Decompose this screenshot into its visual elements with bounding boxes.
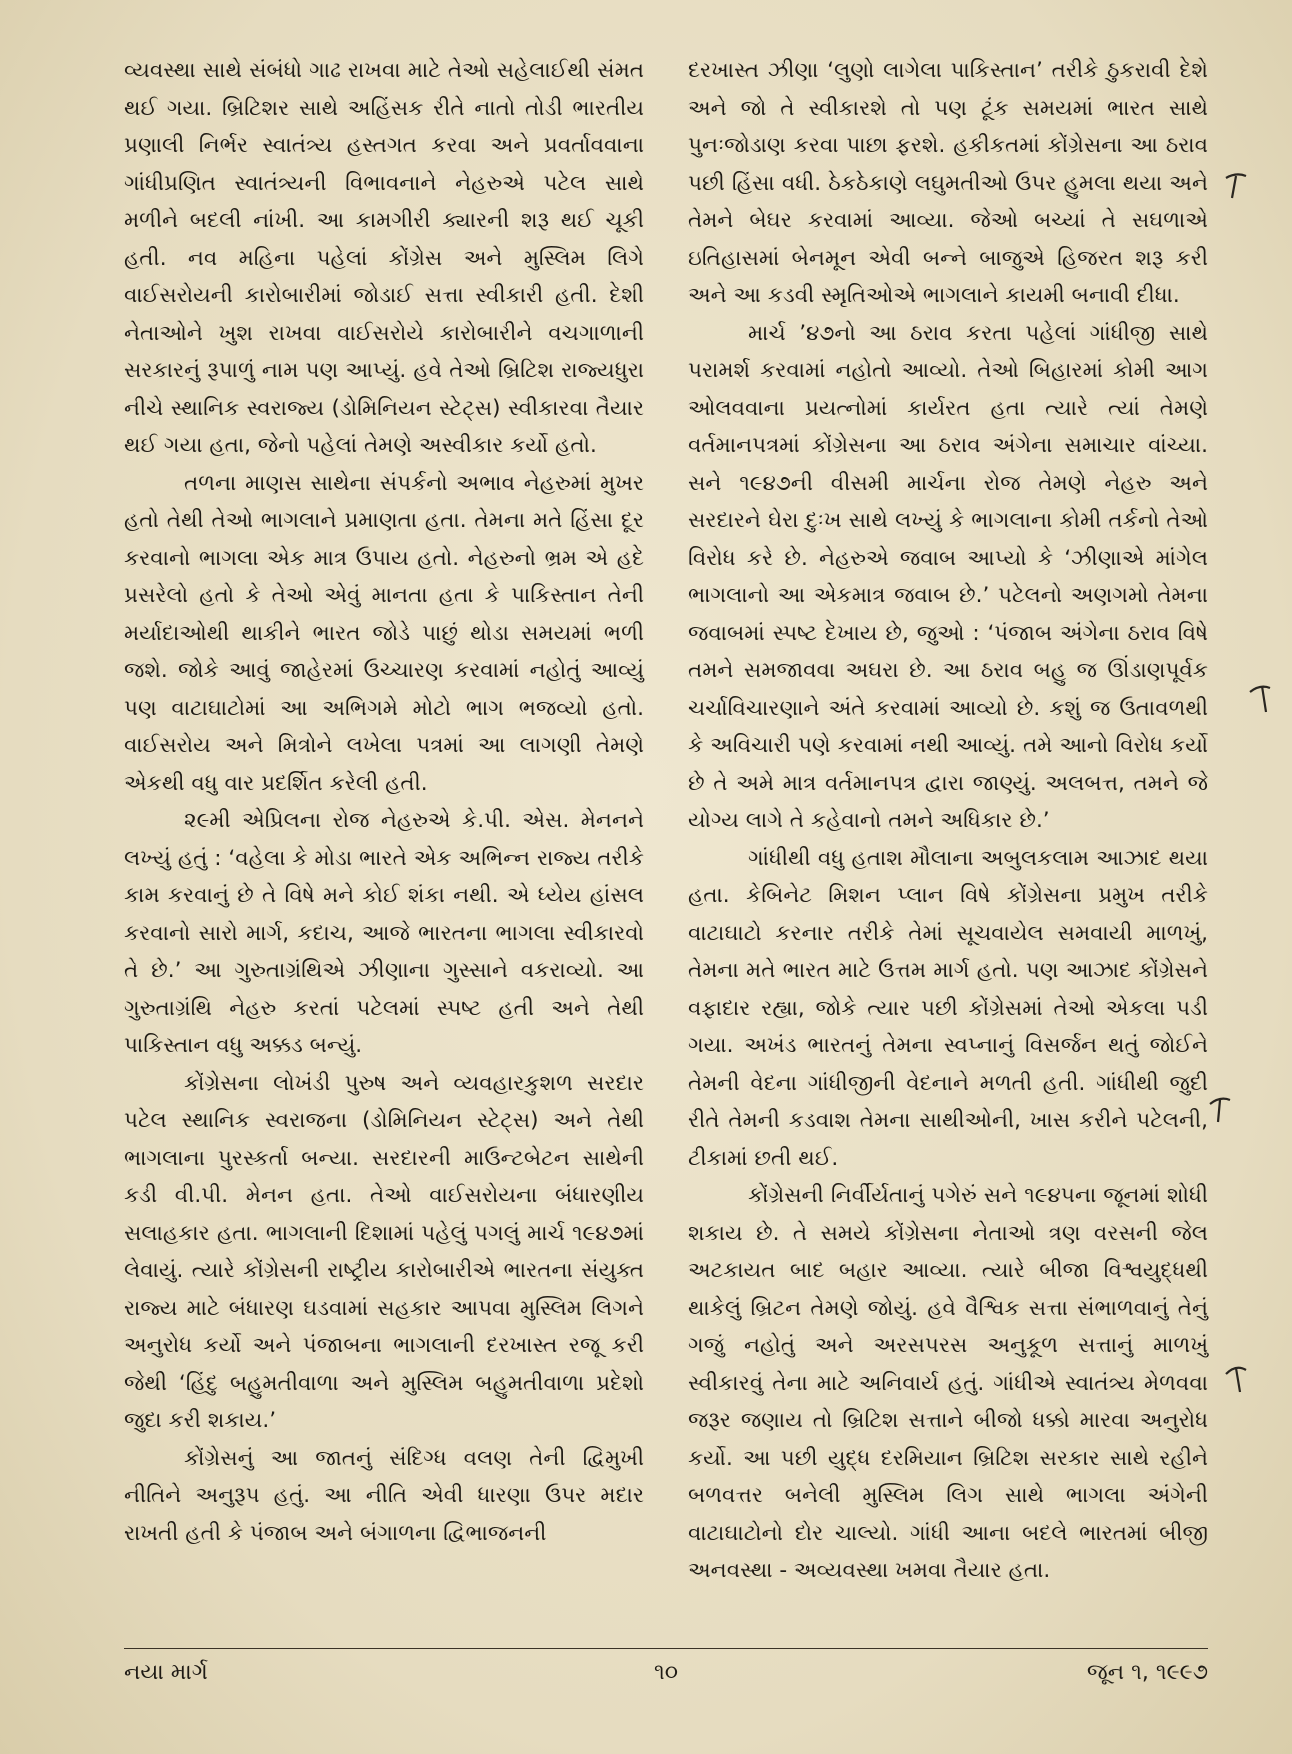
right-column — [688, 52, 1208, 1590]
margin-mark-icon — [1222, 168, 1252, 204]
page-number: ૧૦ — [653, 1660, 679, 1685]
issue-date: જૂન ૧, ૧૯૯૭ — [1086, 1660, 1208, 1685]
margin-mark-icon — [1206, 1092, 1236, 1128]
page-footer — [124, 1660, 1208, 1694]
magazine-name: નયા માર્ગ — [124, 1660, 208, 1685]
margin-mark-icon — [1222, 1360, 1252, 1396]
paragraph: માર્ચ ’૪૭નો આ ઠરાવ કરતા પહેલાં ગાંધીજી સાથે પરામર્શ કરવામાં નહોતો આવ્યો. તેઓ બિહારમાં કોમી આગ ઓલવવાના પ્રયત્નોમાં કાર્યરત હતા ત્યારે ત્યાં તેમણે વર્તમાનપત્રમાં કોંગ્રેસના આ ઠરાવ અંગેના સમાચાર વાંચ્યા. સને ૧૯૪૭ની વીસમી માર્ચના રોજ તેમણે નેહરુ અને સરદારને ઘેરા દુઃખ સાથે લખ્યું કે ભાગલાના કોમી તર્કનો તેઓ વિરોધ કરે છે. નેહરુએ જવાબ આપ્યો કે ‘ઝીણાએ માંગેલ ભાગલાનો આ એકમાત્ર જવાબ છે.’ પટેલનો અણગમો તેમના જવાબમાં સ્પષ્ટ દેખાય છે, જુઓ : ‘પંજાબ અંગેના ઠરાવ વિષે તમને સમજાવવા અઘરા છે. આ ઠરાવ બહુ જ ઊંડાણપૂર્વક ચર્ચાવિચારણાને અંતે કરવામાં આવ્યો છે. કશું જ ઉતાવળથી કે અવિચારી પણે કરવામાં નથી આવ્યું. તમે આનો વિરોધ કર્યો છે તે અમે માત્ર વર્તમાનપત્ર દ્વારા જાણ્યું. અલબત્ત, તમને જે યોગ્ય લાગે તે કહેવાનો તમને અધિકાર છે.’ — [688, 320, 1208, 833]
paragraph: કોંગ્રેસની નિર્વીર્યતાનું પગેરું સને ૧૯૪૫ના જૂનમાં શોધી શકાય છે. તે સમયે કોંગ્રેસના નેતાઓ ત્રણ વરસની જેલ અટકાયત બાદ બહાર આવ્યા. ત્યારે બીજા વિશ્વયુદ્ધથી થાકેલું બ્રિટન તેમણે જોયું. હવે વૈશ્વિક સત્તા સંભાળવાનું તેનું ગજું નહોતું અને અરસપરસ અનુકૂળ સત્તાનું માળખું સ્વીકારવું તેના માટે અનિવાર્ય હતું. ગાંધીએ સ્વાતંત્ર્ય મેળવવા જરૂર જણાય તો બ્રિટિશ સત્તાને બીજો ધક્કો મારવા અનુરોધ કર્યો. આ પછી યુદ્ધ દરમિયાન બ્રિટિશ સરકાર સાથે રહીને બળવત્તર બનેલી મુસ્લિમ લિગ સાથે ભાગલા અંગેની વાટાઘાટોનો દોર ચાલ્યો. ગાંધી આના બદલે ભારતમાં બીજી અનવસ્થા - અવ્યવસ્થા ખમવા તૈયાર હતા. — [688, 1183, 1208, 1583]
paragraph: કોંગ્રેસનું આ જાતનું સંદિગ્ધ વલણ તેની દ્વિમુખી નીતિને અનુરૂપ હતું. આ નીતિ એવી ધારણા ઉપર મદાર રાખતી હતી કે પંજાબ અને બંગાળના દ્વિભાજનની — [124, 1445, 644, 1546]
footer-rule — [124, 1648, 1208, 1649]
left-column — [124, 52, 644, 1552]
paragraph: ૨૯મી એપ્રિલના રોજ નેહરુએ કે.પી. એસ. મેનનને લખ્યું હતું : ‘વહેલા કે મોડા ભારતે એક અભિન્ન રાજ્ય તરીકે કામ કરવાનું છે તે વિષે મને કોઈ શંકા નથી. એ ધ્યેય હાંસલ કરવાનો સારો માર્ગ, કદાચ, આજે ભારતના ભાગલા સ્વીકારવો તે છે.’ આ ગુરુતાગ્રંથિએ ઝીણાના ગુસ્સાને વકરાવ્યો. આ ગુરુતાગ્રંથિ નેહરુ કરતાં પટેલમાં સ્પષ્ટ હતી અને તેથી પાકિસ્તાન વધુ અક્કડ બન્યું. — [124, 808, 644, 1058]
paragraph: કોંગ્રેસના લોખંડી પુરુષ અને વ્યવહારકુશળ સરદાર પટેલ સ્થાનિક સ્વરાજના (ડોમિનિયન સ્ટેટ્સ) અને તેથી ભાગલાના પુરસ્કર્તા બન્યા. સરદારની માઉન્ટબેટન સાથેની કડી વી.પી. મેનન હતા. તેઓ વાઈસરોયના બંધારણીય સલાહકાર હતા. ભાગલાની દિશામાં પહેલું પગલું માર્ચ ૧૯૪૭માં લેવાયું. ત્યારે કોંગ્રેસની રાષ્ટ્રીય કારોબારીએ ભારતના સંયુક્ત રાજ્ય માટે બંધારણ ઘડવામાં સહકાર આપવા મુસ્લિમ લિગને અનુરોધ કર્યો અને પંજાબના ભાગલાની દરખાસ્ત રજૂ કરી જેથી ‘હિંદુ બહુમતીવાળા અને મુસ્લિમ બહુમતીવાળા પ્રદેશો જુદા કરી શકાય.’ — [124, 1070, 644, 1433]
paragraph: દરખાસ્ત ઝીણા ‘લુણો લાગેલા પાકિસ્તાન’ તરીકે ઠુકરાવી દેશે અને જો તે સ્વીકારશે તો પણ ટૂંક સમયમાં ભારત સાથે પુનઃજોડાણ કરવા પાછા ફરશે. હકીકતમાં કોંગ્રેસના આ ઠરાવ પછી હિંસા વધી. ઠેકઠેકાણે લઘુમતીઓ ઉપર હુમલા થયા અને તેમને બેઘર કરવામાં આવ્યા. જેઓ બચ્યાં તે સઘળાએ ઇતિહાસમાં બેનમૂન એવી બન્ને બાજુએ હિજરત શરૂ કરી અને આ કડવી સ્મૃતિઓએ ભાગલાને કાયમી બનાવી દીધા. — [688, 58, 1208, 308]
paragraph: વ્યવસ્થા સાથે સંબંધો ગાઢ રાખવા માટે તેઓ સહેલાઈથી સંમત થઈ ગયા. બ્રિટિશર સાથે અહિંસક રીતે નાતો તોડી ભારતીય પ્રણાલી નિર્ભર સ્વાતંત્ર્ય હસ્તગત કરવા અને પ્રવર્તાવવાના ગાંધીપ્રણિત સ્વાતંત્ર્યની વિભાવનાને નેહરુએ પટેલ સાથે મળીને બદલી નાંખી. આ કામગીરી ક્યારની શરૂ થઈ ચૂકી હતી. નવ મહિના પહેલાં કોંગ્રેસ અને મુસ્લિમ લિગે વાઈસરોયની કારોબારીમાં જોડાઈ સત્તા સ્વીકારી હતી. દેશી નેતાઓને ખુશ રાખવા વાઈસરોયે કારોબારીને વચગાળાની સરકારનું રૂપાળું નામ પણ આપ્યું. હવે તેઓ બ્રિટિશ રાજ્યધુરા નીચે સ્થાનિક સ્વરાજ્ય (ડોમિનિયન સ્ટેટ્સ) સ્વીકારવા તૈયાર થઈ ગયા હતા, જેનો પહેલાં તેમણે અસ્વીકાર કર્યો હતો. — [124, 58, 644, 458]
paragraph: ગાંધીથી વધુ હતાશ મૌલાના અબુલકલામ આઝાદ થયા હતા. કેબિનેટ મિશન પ્લાન વિષે કોંગ્રેસના પ્રમુખ તરીકે વાટાઘાટો કરનાર તરીકે તેમાં સૂચવાયેલ સમવાયી માળખું, તેમના મતે ભારત માટે ઉત્તમ માર્ગ હતો. પણ આઝાદ કોંગ્રેસને વફાદાર રહ્યા, જોકે ત્યાર પછી કોંગ્રેસમાં તેઓ એકલા પડી ગયા. અખંડ ભારતનું તેમના સ્વપ્નાનું વિસર્જન થતું જોઈને તેમની વેદના ગાંધીજીની વેદનાને મળતી હતી. ગાંધીથી જુદી રીતે તેમની કડવાશ તેમના સાથીઓની, ખાસ કરીને પટેલની, ટીકામાં છતી થઈ. — [688, 845, 1208, 1171]
margin-mark-icon — [1248, 680, 1278, 716]
paragraph: તળના માણસ સાથેના સંપર્કનો અભાવ નેહરુમાં મુખર હતો તેથી તેઓ ભાગલાને પ્રમાણતા હતા. તેમના મતે હિંસા દૂર કરવાનો ભાગલા એક માત્ર ઉપાય હતો. નેહરુનો ભ્રમ એ હદે પ્રસરેલો હતો કે તેઓ એવું માનતા હતા કે પાકિસ્તાન તેની મર્યાદાઓથી થાકીને ભારત જોડે પાછું થોડા સમયમાં ભળી જશે. જોકે આવું જાહેરમાં ઉચ્ચારણ કરવામાં નહોતું આવ્યું પણ વાટાઘાટોમાં આ અભિગમે મોટો ભાગ ભજવ્યો હતો. વાઈસરોય અને મિત્રોને લખેલા પત્રમાં આ લાગણી તેમણે એકથી વધુ વાર પ્રદર્શિત કરેલી હતી. — [124, 470, 644, 796]
